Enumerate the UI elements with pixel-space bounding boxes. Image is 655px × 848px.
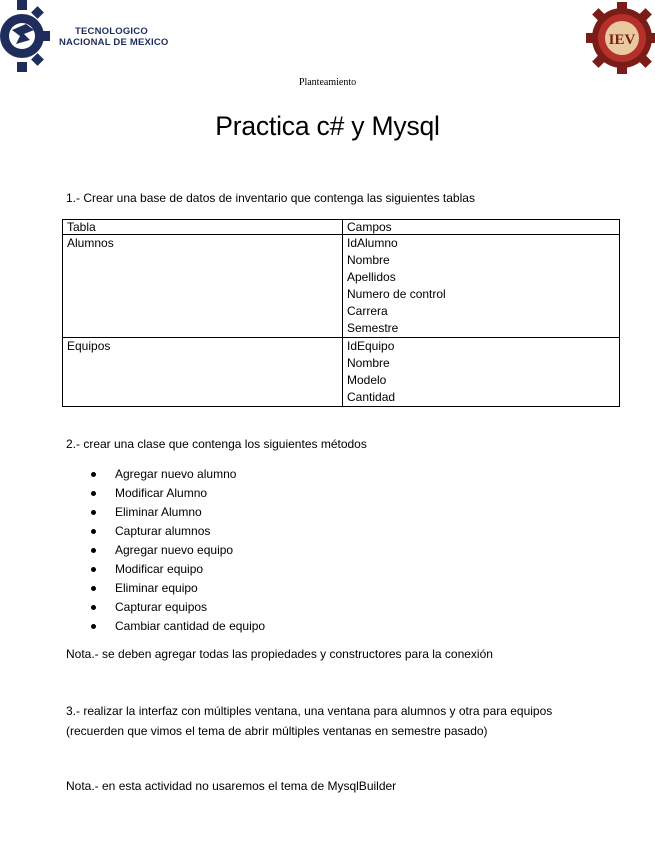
field-item: Nombre — [347, 253, 390, 267]
method-label: Eliminar Alumno — [115, 505, 202, 519]
page-subtitle: Planteamiento — [298, 77, 357, 88]
tecnm-logo — [0, 0, 170, 78]
list-item — [85, 598, 265, 617]
method-label: Modificar equipo — [115, 562, 204, 576]
bullet-icon — [91, 491, 96, 496]
table-name: Equipos — [67, 339, 111, 353]
bullet-icon — [91, 510, 96, 515]
list-item — [85, 522, 265, 541]
table-name-cell — [63, 235, 343, 338]
table-header-tabla: Tabla — [63, 220, 343, 235]
institution-line1: TECNOLOGICO — [75, 26, 148, 37]
bullet-icon — [91, 529, 96, 534]
method-label: Capturar equipos — [115, 600, 208, 614]
list-item — [85, 617, 265, 636]
table-header-campos: Campos — [343, 220, 620, 235]
bullet-icon — [91, 586, 96, 591]
field-item: Numero de control — [347, 287, 446, 301]
list-item — [85, 579, 265, 598]
section3-line1: 3.- realizar la interfaz con múltiples ventana, una ventana para alumnos y otra para equipos — [66, 704, 553, 718]
institute-gear-logo — [582, 0, 655, 78]
field-item: Modelo — [347, 373, 387, 387]
field-item: Nombre — [347, 356, 390, 370]
field-item: IdEquipo — [347, 339, 395, 353]
list-item — [85, 541, 265, 560]
method-label: Modificar Alumno — [115, 486, 208, 500]
table-name-cell — [63, 338, 343, 407]
field-item: Carrera — [347, 304, 388, 318]
table-fields-cell — [343, 338, 620, 407]
table-header-row — [63, 220, 620, 235]
field-item: Apellidos — [347, 270, 396, 284]
field-item: Semestre — [347, 321, 399, 335]
inventory-table — [62, 219, 620, 407]
bullet-icon — [91, 548, 96, 553]
method-label: Capturar alumnos — [115, 524, 211, 538]
table-row — [63, 235, 620, 338]
bullet-icon — [91, 605, 96, 610]
method-label: Cambiar cantidad de equipo — [115, 619, 266, 633]
table-row — [63, 338, 620, 407]
section1-intro: 1.- Crear una base de datos de inventario que contenga las siguientes tablas — [66, 191, 475, 205]
method-label: Agregar nuevo alumno — [115, 467, 237, 481]
list-item — [85, 465, 265, 484]
institution-line2: NACIONAL DE MEXICO — [59, 37, 169, 48]
list-item — [85, 484, 265, 503]
tecnm-gear-icon — [0, 0, 58, 78]
bullet-icon — [91, 624, 96, 629]
table-fields-cell — [343, 235, 620, 338]
page-title: Practica c# y Mysql — [215, 111, 440, 141]
bullet-icon — [91, 567, 96, 572]
method-label: Eliminar equipo — [115, 581, 198, 595]
institution-name — [59, 26, 169, 48]
table-name: Alumnos — [67, 236, 114, 250]
section2-intro: 2.- crear una clase que contenga los siguientes métodos — [66, 437, 367, 451]
section3-line2: (recuerden que vimos el tema de abrir múltiples ventanas en semestre pasado) — [66, 724, 488, 738]
field-item: IdAlumno — [347, 236, 398, 250]
final-note: Nota.- en esta actividad no usaremos el tema de MysqlBuilder — [66, 779, 397, 793]
methods-list — [85, 465, 265, 636]
list-item — [85, 560, 265, 579]
section2-note: Nota.- se deben agregar todas las propiedades y constructores para la conexión — [66, 647, 493, 661]
method-label: Agregar nuevo equipo — [115, 543, 234, 557]
bullet-icon — [91, 472, 96, 477]
list-item — [85, 503, 265, 522]
right-logo-text: IEV — [608, 32, 636, 48]
field-item: Cantidad — [347, 390, 396, 404]
